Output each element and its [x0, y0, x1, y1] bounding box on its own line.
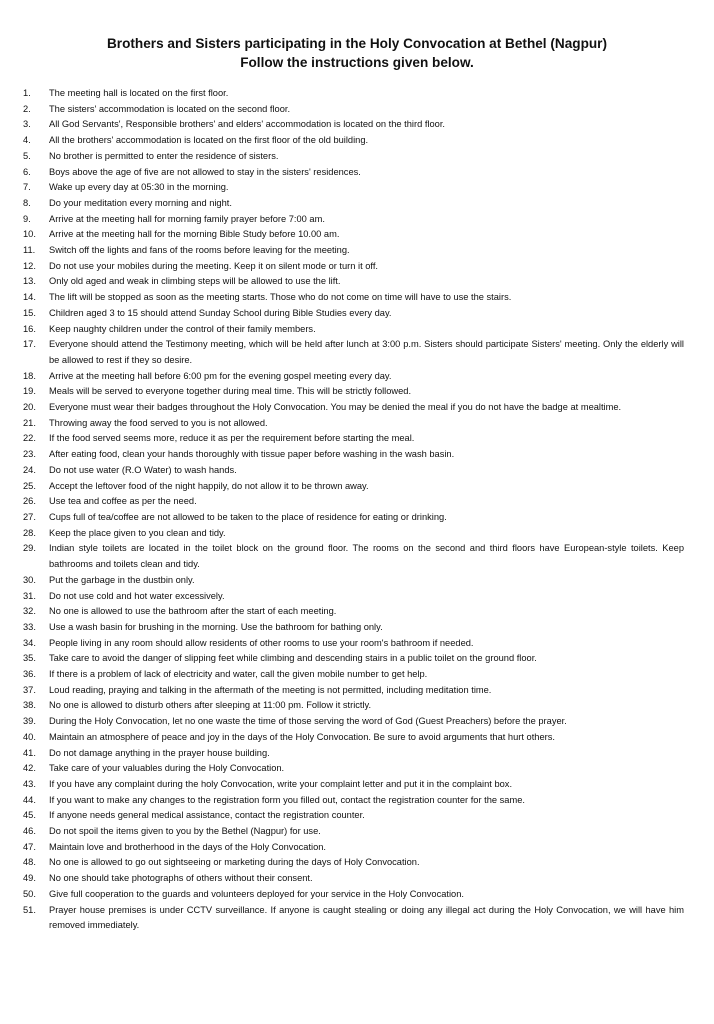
item-text: The lift will be stopped as soon as the meeting starts. Those who do not come on time will have to use the stairs. [49, 292, 512, 303]
item-text: During the Holy Convocation, let no one waste the time of those serving the word of God (Guest Preachers) before the prayer. [49, 716, 567, 727]
page-title [0, 34, 714, 72]
list-item [23, 855, 684, 871]
list-item [23, 479, 684, 495]
item-number: 6. [23, 166, 31, 177]
item-text: Maintain love and brotherhood in the days of the Holy Convocation. [49, 841, 327, 852]
item-number: 18. [23, 370, 36, 381]
list-item [23, 306, 684, 322]
item-number: 22. [23, 433, 36, 444]
item-text: Take care to avoid the danger of slipping feet while climbing and descending stairs in a public toilet on the ground floor. [49, 653, 537, 664]
list-item [23, 416, 684, 432]
item-number: 33. [23, 621, 36, 632]
item-text: Arrive at the meeting hall for the morning Bible Study before 10.00 am. [49, 229, 340, 240]
list-item [23, 384, 684, 400]
list-item [23, 463, 684, 479]
item-text: Do not spoil the items given to you by the Bethel (Nagpur) for use. [49, 826, 321, 837]
item-number: 30. [23, 574, 36, 585]
item-number: 41. [23, 747, 36, 758]
item-number: 44. [23, 794, 36, 805]
list-item [23, 212, 684, 228]
item-number: 15. [23, 307, 36, 318]
item-number: 5. [23, 150, 31, 161]
item-number: 51. [23, 904, 36, 915]
item-number: 45. [23, 810, 36, 821]
list-item [23, 117, 684, 133]
item-number: 20. [23, 402, 36, 413]
item-text: No one is allowed to go out sightseeing or marketing during the days of Holy Convocation. [49, 857, 420, 868]
list-item [23, 636, 684, 652]
item-number: 13. [23, 276, 36, 287]
item-text: Take care of your valuables during the Holy Convocation. [49, 763, 285, 774]
item-text: No brother is permitted to enter the residence of sisters. [49, 150, 279, 161]
item-number: 23. [23, 449, 36, 460]
item-text: Everyone should attend the Testimony meeting, which will be held after lunch at 3:00 p.m. Sisters should participate Sisters' meeting. Only the elderly will be allowed to rest if they so desire. [49, 339, 684, 365]
item-text: Everyone must wear their badges throughout the Holy Convocation. You may be denied the meal if you do not have the badge at mealtime. [49, 402, 622, 413]
item-number: 32. [23, 606, 36, 617]
list-item [23, 793, 684, 809]
list-item [23, 510, 684, 526]
item-number: 35. [23, 653, 36, 664]
item-text: Do not damage anything in the prayer house building. [49, 747, 270, 758]
item-number: 10. [23, 229, 36, 240]
list-item [23, 526, 684, 542]
item-number: 27. [23, 511, 36, 522]
item-text: No one is allowed to use the bathroom after the start of each meeting. [49, 606, 337, 617]
item-text: If anyone needs general medical assistance, contact the registration counter. [49, 810, 365, 821]
item-text: Maintain an atmosphere of peace and joy in the days of the Holy Convocation. Be sure to avoid arguments that hurt others. [49, 731, 555, 742]
item-text: Boys above the age of five are not allowed to stay in the sisters' residences. [49, 166, 361, 177]
list-item [23, 133, 684, 149]
item-number: 47. [23, 841, 36, 852]
list-item [23, 196, 684, 212]
item-number: 49. [23, 873, 36, 884]
list-item [23, 808, 684, 824]
item-text: All the brothers' accommodation is located on the first floor of the old building. [49, 135, 369, 146]
item-text: If you want to make any changes to the registration form you filled out, contact the registration counter for the same. [49, 794, 525, 805]
item-number: 31. [23, 590, 36, 601]
item-number: 25. [23, 480, 36, 491]
list-item [23, 887, 684, 903]
item-text: Wake up every day at 05:30 in the morning. [49, 182, 229, 193]
list-item [23, 541, 684, 572]
item-number: 17. [23, 339, 36, 350]
list-item [23, 683, 684, 699]
item-number: 46. [23, 826, 36, 837]
item-number: 26. [23, 496, 36, 507]
item-number: 36. [23, 669, 36, 680]
list-item [23, 86, 684, 102]
item-number: 29. [23, 543, 36, 554]
item-text: The meeting hall is located on the first floor. [49, 88, 229, 98]
item-text: Keep naughty children under the control of their family members. [49, 323, 316, 334]
item-number: 28. [23, 527, 36, 538]
item-text: Children aged 3 to 15 should attend Sunday School during Bible Studies every day. [49, 307, 392, 318]
item-text: Do not use water (R.O Water) to wash hands. [49, 464, 237, 475]
list-item [23, 165, 684, 181]
item-text: Use tea and coffee as per the need. [49, 496, 197, 507]
list-item [23, 431, 684, 447]
item-text: No one should take photographs of others without their consent. [49, 873, 313, 884]
list-item [23, 777, 684, 793]
item-number: 7. [23, 182, 31, 193]
item-number: 21. [23, 417, 36, 428]
item-text: If there is a problem of lack of electricity and water, call the given mobile number to get help. [49, 669, 428, 680]
item-text: People living in any room should allow residents of other rooms to use your room's bathroom if needed. [49, 637, 474, 648]
item-text: Loud reading, praying and talking in the aftermath of the meeting is not permitted, including meditation time. [49, 684, 492, 695]
item-number: 39. [23, 716, 36, 727]
item-text: Give full cooperation to the guards and volunteers deployed for your service in the Holy Convocation. [49, 888, 464, 899]
item-number: 38. [23, 700, 36, 711]
item-number: 9. [23, 213, 31, 224]
item-text: Do not use cold and hot water excessively. [49, 590, 225, 601]
list-item [23, 494, 684, 510]
item-text: Do your meditation every morning and night. [49, 197, 232, 208]
item-text: No one is allowed to disturb others after sleeping at 11:00 pm. Follow it strictly. [49, 700, 372, 711]
list-item [23, 447, 684, 463]
item-text: Meals will be served to everyone together during meal time. This will be strictly followed. [49, 386, 412, 397]
list-item [23, 274, 684, 290]
item-text: Throwing away the food served to you is not allowed. [49, 417, 268, 428]
list-item [23, 337, 684, 368]
list-item [23, 573, 684, 589]
item-number: 24. [23, 464, 36, 475]
item-number: 16. [23, 323, 36, 334]
list-item [23, 322, 684, 338]
list-item [23, 840, 684, 856]
item-text: All God Servants', Responsible brothers' and elders' accommodation is located on the third floor. [49, 119, 446, 130]
list-item [23, 730, 684, 746]
item-text: After eating food, clean your hands thoroughly with tissue paper before washing in the wash basin. [49, 449, 455, 460]
item-text: Only old aged and weak in climbing steps will be allowed to use the lift. [49, 276, 341, 287]
list-item [23, 667, 684, 683]
item-number: 42. [23, 763, 36, 774]
item-number: 19. [23, 386, 36, 397]
list-item [23, 589, 684, 605]
list-item [23, 824, 684, 840]
item-number: 12. [23, 260, 36, 271]
item-number: 40. [23, 731, 36, 742]
title-line-1: Brothers and Sisters participating in the Holy Convocation at Bethel (Nagpur) [106, 36, 607, 51]
list-item [23, 604, 684, 620]
item-number: 2. [23, 103, 31, 114]
instructions-list [0, 86, 714, 934]
title-line-2: Follow the instructions given below. [240, 55, 474, 70]
item-text: Put the garbage in the dustbin only. [49, 574, 195, 585]
item-number: 34. [23, 637, 36, 648]
list-item [23, 180, 684, 196]
item-number: 37. [23, 684, 36, 695]
item-text: Arrive at the meeting hall before 6:00 pm for the evening gospel meeting every day. [49, 370, 392, 381]
item-number: 4. [23, 135, 31, 146]
item-text: Indian style toilets are located in the toilet block on the ground floor. The rooms on the second and third floors have European-style toilets. Keep bathrooms and toilets clean and tidy. [49, 543, 684, 570]
item-text: Switch off the lights and fans of the rooms before leaving for the meeting. [49, 245, 350, 256]
list-item [23, 903, 684, 934]
list-item [23, 259, 684, 275]
item-number: 3. [23, 119, 31, 130]
item-number: 1. [23, 88, 31, 98]
item-text: If you have any complaint during the holy Convocation, write your complaint letter and put it in the complaint box. [49, 778, 513, 789]
list-item [23, 102, 684, 118]
item-number: 50. [23, 888, 36, 899]
item-text: Use a wash basin for brushing in the morning. Use the bathroom for bathing only. [49, 621, 383, 632]
item-number: 11. [23, 245, 36, 256]
list-item [23, 290, 684, 306]
list-item [23, 871, 684, 887]
item-text: Cups full of tea/coffee are not allowed to be taken to the place of residence for eating or drinking. [49, 511, 447, 522]
item-number: 43. [23, 778, 36, 789]
item-number: 14. [23, 292, 36, 303]
list-item [23, 400, 684, 416]
item-text: Keep the place given to you clean and tidy. [49, 527, 226, 538]
list-item [23, 651, 684, 667]
list-item [23, 620, 684, 636]
list-item [23, 761, 684, 777]
list-item [23, 746, 684, 762]
item-number: 8. [23, 197, 31, 208]
list-item [23, 227, 684, 243]
item-text: Arrive at the meeting hall for morning family prayer before 7:00 am. [49, 213, 325, 224]
item-number: 48. [23, 857, 36, 868]
list-item [23, 149, 684, 165]
item-text: Accept the leftover food of the night happily, do not allow it to be thrown away. [49, 480, 369, 491]
item-text: The sisters' accommodation is located on the second floor. [49, 103, 291, 114]
item-text: If the food served seems more, reduce it as per the requirement before starting the meal. [49, 433, 415, 444]
list-item [23, 698, 684, 714]
list-item [23, 369, 684, 385]
item-text: Do not use your mobiles during the meeting. Keep it on silent mode or turn it off. [49, 260, 379, 271]
item-text: Prayer house premises is under CCTV surveillance. If anyone is caught stealing or doing any illegal act during the Holy Convocation, we will have him removed immediately. [49, 904, 684, 931]
list-item [23, 714, 684, 730]
list-item [23, 243, 684, 259]
